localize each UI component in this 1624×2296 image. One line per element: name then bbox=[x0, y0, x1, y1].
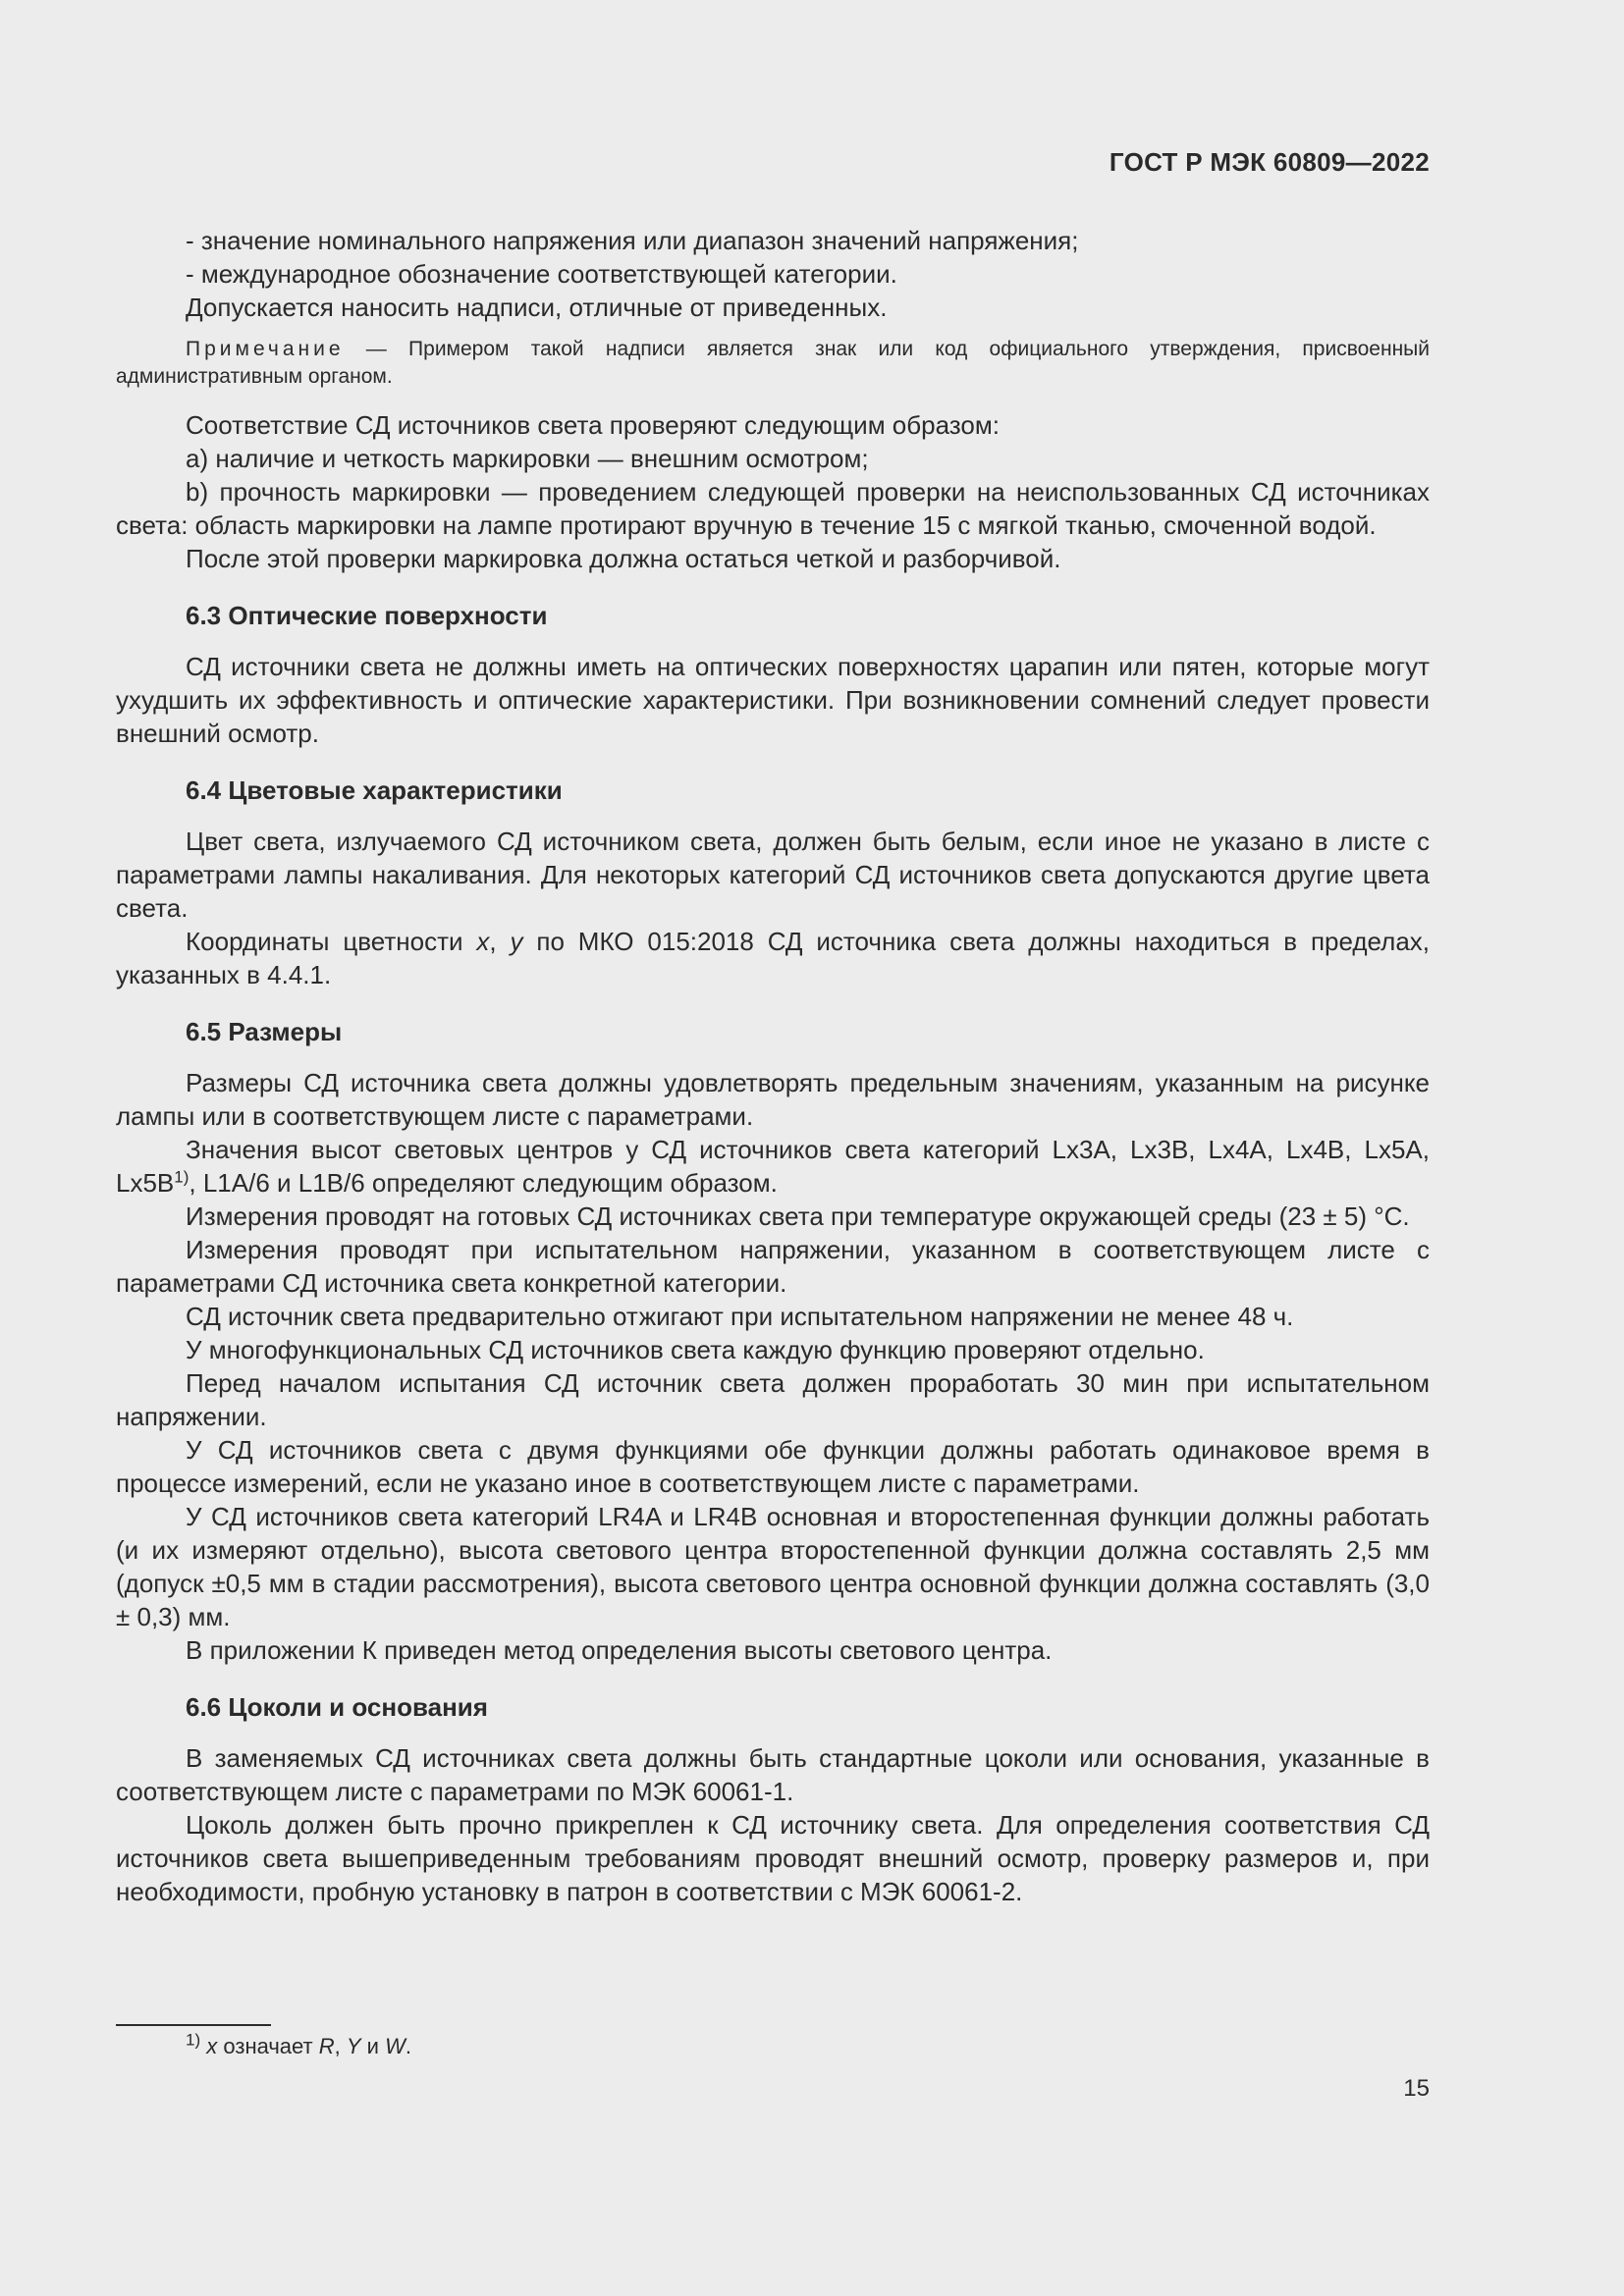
paragraph: СД источник света предварительно отжигают при испытательном напряжении не менее 48 ч. bbox=[186, 1302, 1294, 1331]
paragraph: - значение номинального напряжения или диапазон значений напряжения; bbox=[186, 226, 1079, 255]
paragraph: Значения высот световых центров у СД источников света категорий Lx3A, Lx3B, Lx4A, Lx4B, Lx5A, $Lx5B^{1)}$, L1A/6 и L1B/6 определяют следующим образом. bbox=[116, 1135, 1430, 1198]
footnote-mark: 1) bbox=[186, 2030, 201, 2050]
paragraph: - международное обозначение соответствующей категории. bbox=[186, 259, 897, 289]
paragraph: В приложении К приведен метод определения высоты светового центра. bbox=[186, 1635, 1053, 1665]
paragraph: У СД источников света с двумя функциями обе функции должны работать одинаковое время в процессе измерений, если не указано иное в соответствующем листе с параметрами. bbox=[116, 1435, 1430, 1498]
paragraph: Измерения проводят на готовых СД источниках света при температуре окружающей среды (23 ± 5) °С. bbox=[186, 1201, 1410, 1231]
paragraph: Перед началом испытания СД источник света должен проработать 30 мин при испытательном напряжении. bbox=[116, 1368, 1430, 1431]
footnote: $^{1)}$ x означает R, Y и W. bbox=[186, 2030, 411, 2058]
section-heading-6-6: 6.6 Цоколи и основания bbox=[186, 1692, 488, 1722]
paragraph: Цвет света, излучаемого СД источником света, должен быть белым, если иное не указано в листе с параметрами лампы накаливания. Для некоторых категорий СД источников света допускаются другие цвета света. bbox=[116, 827, 1430, 923]
footnote-divider bbox=[116, 2024, 271, 2026]
note-text: — Примером такой надписи является знак или код официального утверждения, присвоенный административным органом. bbox=[116, 338, 1430, 388]
paragraph: Допускается наносить надписи, отличные от приведенных. bbox=[186, 293, 888, 322]
section-heading-6-4: 6.4 Цветовые характеристики bbox=[186, 775, 563, 805]
page-body bbox=[116, 224, 1430, 1908]
paragraph: Измерения проводят при испытательном напряжении, указанном в соответствующем листе с параметрами СД источника света конкретной категории. bbox=[116, 1235, 1430, 1298]
page-number: 15 bbox=[1403, 2075, 1430, 2102]
paragraph: Координаты цветности x, y по МКО 015:2018 СД источника света должны находиться в пределах, указанных в 4.4.1. bbox=[116, 927, 1430, 989]
paragraph: Цоколь должен быть прочно прикреплен к СД источнику света. Для определения соответствия СД источников света вышеприведенным требованиям проводят внешний осмотр, проверку размеров и, при необходимости, пробную установку в патрон в соответствии с МЭК 60061-2. bbox=[116, 1810, 1430, 1906]
paragraph: Соответствие СД источников света проверяют следующим образом: bbox=[186, 410, 1000, 440]
note bbox=[116, 336, 1430, 391]
paragraph: a) наличие и четкость маркировки — внешним осмотром; bbox=[186, 444, 869, 473]
paragraph: b) прочность маркировки — проведением следующей проверки на неиспользованных СД источниках света: область маркировки на лампе протирают вручную в течение 15 с мягкой тканью, смоченной водой. bbox=[116, 477, 1430, 540]
paragraph: СД источники света не должны иметь на оптических поверхностях царапин или пятен, которые могут ухудшить их эффективность и оптические характеристики. При возникновении сомнений следует провести внешний осмотр. bbox=[116, 652, 1430, 748]
paragraph: После этой проверки маркировка должна остаться четкой и разборчивой. bbox=[186, 544, 1061, 573]
document-code-header: ГОСТ Р МЭК 60809—2022 bbox=[1109, 147, 1430, 177]
note-lead: Примечание bbox=[186, 338, 345, 360]
var-x: x bbox=[476, 927, 490, 956]
paragraph: Размеры СД источника света должны удовлетворять предельным значениям, указанным на рисунке лампы или в соответствующем листе с параметрами. bbox=[116, 1068, 1430, 1131]
var-y: y bbox=[510, 927, 523, 956]
paragraph: У СД источников света категорий LR4A и LR4B основная и второстепенная функции должны работать (и их измеряют отдельно), высота светового центра второстепенной функции должна составлять 2,5 мм (допуск ±0,5 мм в стадии рассмотрения), высота светового центра основной функции должна составлять (3,0 ± 0,3) мм. bbox=[116, 1502, 1430, 1631]
footnote-ref: 1) bbox=[174, 1167, 189, 1187]
document-page bbox=[116, 0, 1430, 2296]
paragraph: У многофункциональных СД источников света каждую функцию проверяют отдельно. bbox=[186, 1335, 1205, 1364]
paragraph: В заменяемых СД источниках света должны быть стандартные цоколи или основания, указанные в соответствующем листе с параметрами по МЭК 60061-1. bbox=[116, 1743, 1430, 1806]
section-heading-6-5: 6.5 Размеры bbox=[186, 1017, 343, 1046]
section-heading-6-3: 6.3 Оптические поверхности bbox=[186, 601, 548, 630]
